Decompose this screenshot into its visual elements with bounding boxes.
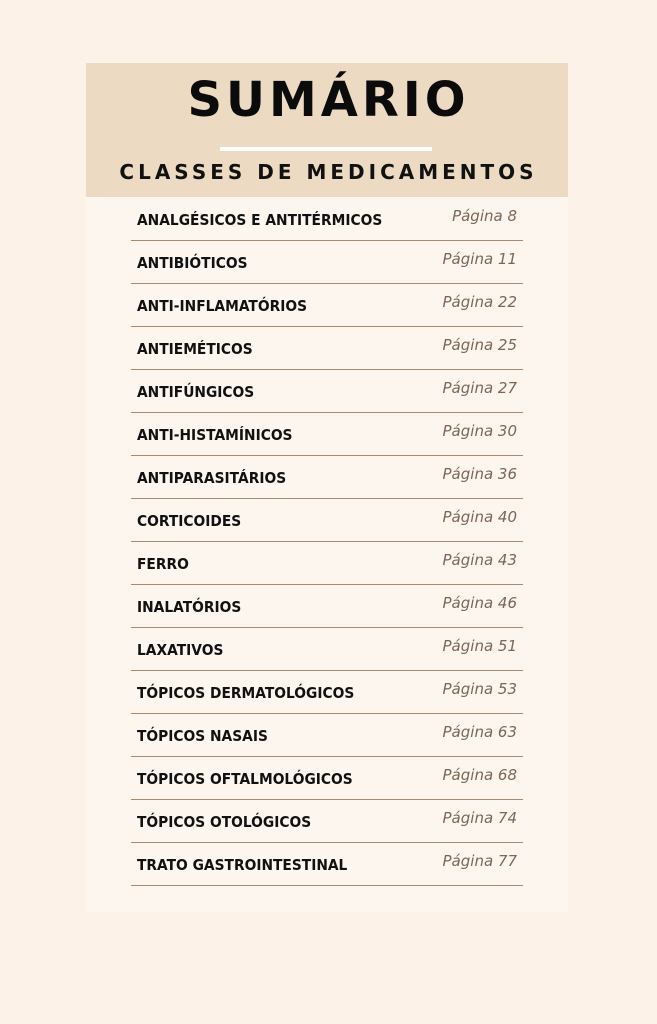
toc-entry-trato-gastrointestinal[interactable] (131, 843, 523, 886)
toc-entry-laxativos[interactable] (131, 628, 523, 671)
toc-entry-topicos-dermatologicos[interactable] (131, 671, 523, 714)
toc-entry-page: Página 68 (442, 766, 517, 784)
toc-entry-inalatorios[interactable] (131, 585, 523, 628)
toc-entry-page: Página 51 (442, 637, 517, 655)
toc-entry-label: TRATO GASTROINTESTINAL (137, 856, 348, 874)
toc-entry-page: Página 43 (442, 551, 517, 569)
toc-entry-antiemeticos[interactable] (131, 327, 523, 370)
toc-entry-topicos-oftalmologicos[interactable] (131, 757, 523, 800)
toc-entry-page: Página 11 (442, 250, 517, 268)
toc-entry-label: TÓPICOS DERMATOLÓGICOS (137, 684, 355, 702)
toc-entry-anti-histaminicos[interactable] (131, 413, 523, 456)
toc-entry-label: CORTICOIDES (137, 512, 242, 530)
toc-entry-page: Página 22 (442, 293, 517, 311)
toc-entry-page: Página 36 (442, 465, 517, 483)
toc-entry-topicos-otologicos[interactable] (131, 800, 523, 843)
toc-entry-page: Página 8 (452, 207, 517, 225)
toc-entry-page: Página 27 (442, 379, 517, 397)
toc-entry-label: ANTI-HISTAMÍNICOS (137, 426, 293, 444)
toc-entry-label: LAXATIVOS (137, 641, 224, 659)
toc-entry-page: Página 74 (442, 809, 517, 827)
toc-entry-label: INALATÓRIOS (137, 598, 242, 616)
toc-entry-label: ANTIBIÓTICOS (137, 254, 248, 272)
toc-entry-ferro[interactable] (131, 542, 523, 585)
toc-entry-label: ANTI-INFLAMATÓRIOS (137, 297, 308, 315)
toc-entry-label: ANTIFÚNGICOS (137, 383, 255, 401)
toc-entry-label: TÓPICOS NASAIS (137, 727, 268, 745)
toc-entry-page: Página 63 (442, 723, 517, 741)
toc-entry-label: ANALGÉSICOS E ANTITÉRMICOS (137, 211, 383, 229)
toc-entry-page: Página 40 (442, 508, 517, 526)
toc-entry-page: Página 30 (442, 422, 517, 440)
title-underline (220, 147, 432, 151)
toc-entry-label: TÓPICOS OTOLÓGICOS (137, 813, 312, 831)
toc-entry-antifungicos[interactable] (131, 370, 523, 413)
toc-entry-page: Página 53 (442, 680, 517, 698)
page-title: SUMÁRIO (187, 72, 470, 128)
toc-entry-label: ANTIEMÉTICOS (137, 340, 253, 358)
toc-entry-antibioticos[interactable] (131, 241, 523, 284)
toc-entry-page: Página 46 (442, 594, 517, 612)
toc-entry-corticoides[interactable] (131, 499, 523, 542)
toc-entry-topicos-nasais[interactable] (131, 714, 523, 757)
toc-entry-page: Página 77 (442, 852, 517, 870)
toc-entry-antiparasitarios[interactable] (131, 456, 523, 499)
section-subtitle: CLASSES DE MEDICAMENTOS (119, 160, 538, 184)
toc-entry-label: ANTIPARASITÁRIOS (137, 469, 287, 487)
toc-entry-label: FERRO (137, 555, 189, 573)
toc-entry-label: TÓPICOS OFTALMOLÓGICOS (137, 770, 353, 788)
table-of-contents (131, 198, 523, 886)
toc-entry-anti-inflamatorios[interactable] (131, 284, 523, 327)
toc-entry-page: Página 25 (442, 336, 517, 354)
toc-entry-analgesicos[interactable] (131, 198, 523, 241)
